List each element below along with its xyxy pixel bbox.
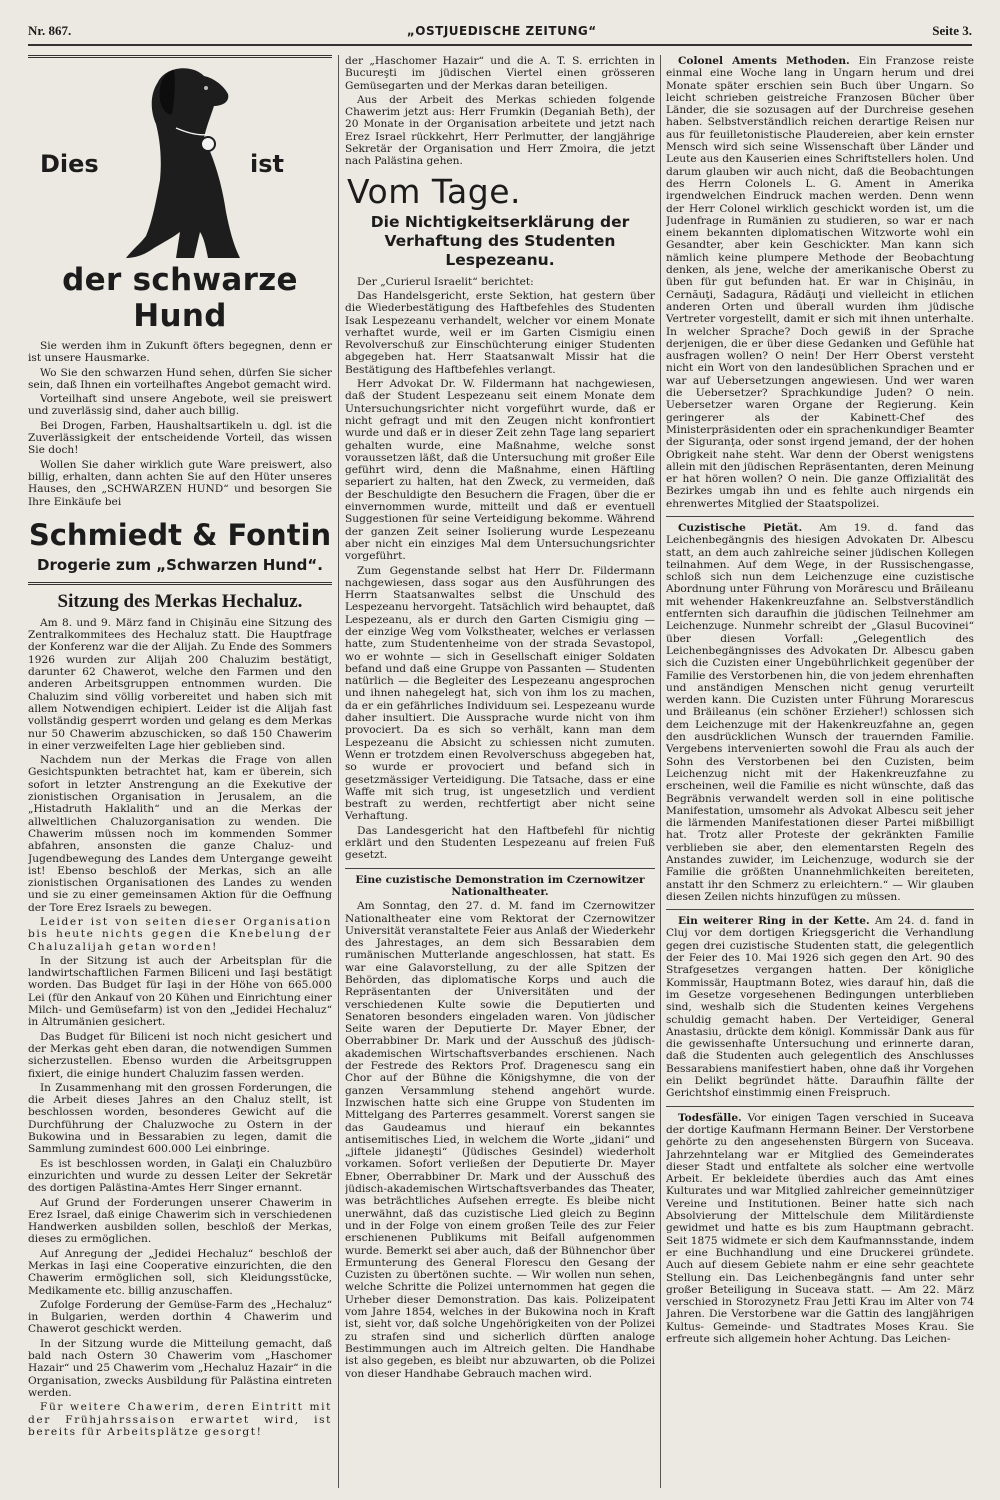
ad-firm-subtitle: Drogerie zum „Schwarzen Hund“. <box>37 555 323 574</box>
issue-number: Nr. 867. <box>28 23 72 38</box>
article-paragraph: In der Sitzung wurde die Mitteilung gemacht, daß bald nach Ostern 30 Chawerim vom „Haschomer Hazair“ und 25 Chawerim vom „Hechaluz Hazair“ in die Organisation, zwecks Ausbildung für Palästina eintreten werden. <box>28 1337 332 1399</box>
article-text: Ein Franzose reiste einmal eine Woche lang in Ungarn herum und drei Monate später erschien sein Buch über Ungarn. So leicht schrieben geistreiche Franzosen Bücher über Länder, die sie sozusagen auf der Durchreise gesehen haben. Selbstverständlich reichen derartige Reisen nur aus für feuilletonistische Plaudereien, aber kein ernster Mensch wird sich seine Wissenschaft über Länder und Leute aus den Kauserien eines Schriftstellers holen. Und darum glauben wir auch nicht, daß die Beobachtungen des Herrn Colonels L. G. Ament in Amerika irgendwelchen Eindruck machen werden. Denn wenn der Herr Colonel wirklich geschickt worden ist, um die Judenfrage in Rumänien zu studieren, so war er nach einem bekannten diplomatischen Witzworte wohl ein Gesandter, aber kein Geschickter. Man kann sich nämlich keine plumpere Methode der Beobachtung denken, als jene, welche der amerikanische Oberst zu üben für gut befunden hat. Er war in Chişinău, in Cernăuţi, Sadagura, Rădăuţi und vielleicht in etlichen anderen Orten und überall wurden ihm jüdische Vertreter vorgestellt, damit er sich mit ihnen unterhalte. In welcher Sprache? Doch gewiß in der Sprache derjenigen, die er über diese Gedanken und Gefühle hat ausfragen wollen? O nein! Der Herr Oberst versteht nicht ein Wort von den landesüblichen Sprachen und er war auf Uebersetzungen angewiesen. Und wer waren die Uebersetzer? Sprachkundige Juden? O nein. Uebersetzer waren Organe der Regierung. Kein geringerer als der Kabinett-Chef des Ministerpräsidenten oder ein sprachenkundiger Beamter der Siguranţa, oder sonst irgend jemand, der der hohen Obrigkeit nahe steht. War denn der Oberst wenigstens allein mit den jüdischen Repräsentanten, deren Meinung er hat hören wollen? O nein. Die ganze Offizialität des Bezirkes umgab ihn und es fehlte auch nirgends ein ehrenwertes Mitglied der Staatspolizei. <box>666 55 974 510</box>
ament-headline: Colonel Aments Methoden. <box>678 55 850 67</box>
column-3 <box>666 55 974 1347</box>
page-header <box>28 20 972 42</box>
ad-word-left: Dies <box>40 150 99 178</box>
section-title-vom-tage: Vom Tage. <box>347 171 521 211</box>
article-text: Am 24. d. fand in Cluj vor dem dortigen Kriegsgericht die Verhandlung gegen drei cuzistische Studenten statt, die gelegentlich der Feier des 10. Mai 1926 sich gegen den Art. 90 des Strafgesetzes vergangen hatten. Der königliche Kommissär, Hauptmann Botez, wies darauf hin, daß die im Gesetze vorgesehenen Bedingungen unterblieben sind, weshalb sich die Studenten keines Vergehens schuldig gemacht haben. Der Verteidiger, General Anastasiu, drückte dem königl. Kommissär Dank aus für die gewissenhafte Untersuchung und erinnerte daran, daß die Studenten auch gelegentlich des Anschlusses Bessarabiens manifestiert haben, ohne daß ihr Vorgehen ein Delikt begründet hätte. Daraufhin fällte der Gerichtshof einstimmig einen Freispruch. <box>666 915 974 1100</box>
advertisement <box>28 55 332 585</box>
article-paragraph: Zufolge Forderung der Gemüse-Farm des „Hechaluz“ in Bulgarien, werden dorthin 4 Chawerim und Chawerot geschickt werden. <box>28 1298 332 1336</box>
article-paragraph: Auf Anregung der „Jedidei Hechaluz“ beschloß der Merkas in Iaşi eine Cooperative einzurichten, die den Chawerim ermöglichen soll, sich Kleidungsstücke, Medikamente etc. billig anzuschaffen. <box>28 1247 332 1297</box>
article-divider <box>666 909 974 910</box>
ring-headline: Ein weiterer Ring in der Kette. <box>678 915 870 928</box>
article-paragraph: Der „Curierul Israelit“ berichtet: <box>357 275 534 288</box>
article-divider <box>666 1106 974 1107</box>
article-paragraph: Am Sonntag, den 27. d. M. fand im Czernowitzer Nationaltheater eine vom Rektorat der Czernowitzer Universität veranstaltete Feier aus Anlaß der Wiederkehr des Jahrestages, an dem sich Bessarabien dem rumänischen Mutterlande angeschlossen, hat statt. Es war eine Galavorstellung, zu der alle Spitzen der Behörden, das diplomatische Korps und auch die Repräsentanten der Universitäten und der verschiedenen Kulte sowie die Deputierten und Senatoren besonders eingeladen waren. Von jüdischer Seite waren der Deputierte Dr. Mayer Ebner, der Oberrabbiner Dr. Mark und der Ausschuß des jüdisch-akademischen Wirtschaftsverbandes erschienen. Nach der Festrede des Rektors Prof. Dragenescu sang ein Chor auf der Bühne die Königshymne, die von der ganzen Versammlung stehend angehört wurde. Inzwischen hatte sich eine Gruppe von Studenten im Mittelgang des Parterres gesammelt. Vorerst sangen sie das Gaudeamus und hierauf ein bekanntes antisemitisches Lied, in welchem die Worte „jidani“ und „jiftele jidaneşti“ (Jüdisches Gesindel) wiederholt vorkamen. Sofort verließen der Deputierte Dr. Mayer Ebner, Oberrabbiner Dr. Mark und der Ausschuß des jüdisch-akademischen Wirtschaftsverbandes das Theater, was beträchtliches Aufsehen erregte. Es bleibe nicht unerwähnt, daß das cuzistische Lied gleich zu Beginn und in der Folge von einem großen Teile des zur Feier erschienenen Publikums mit Beifall aufgenommen wurde. Bemerkt sei aber auch, daß der Bühnenchor über Ermunterung des General Florescu den Gesang der Cuzisten zu übertönen suchte. — Wir wollen nun sehen, welche Schritte die Polizei unternommen hat gegen die Urheber dieser Demonstration. Das kais. Polizeipatent vom Jahre 1854, welches in der Bukowina noch in Kraft ist, sieht vor, daß solche Ungehörigkeiten von der Polizei zu strafen sind und sicherlich dürften analoge Bestimmungen auch im Altreich gelten. Die Handhabe ist also gegeben, es bleibt nur abzuwarten, ob die Polizei von dieser Handhabe Gebrauch machen wird. <box>345 900 655 1380</box>
ad-hero <box>28 62 332 262</box>
article-paragraph: Es ist beschlossen worden, in Galaţi ein Chaluzbüro einzurichten und wurde zu dessen Leiter der Sekretär des dortigen Palästina-Amtes Herr Singer ernannt. <box>28 1157 332 1195</box>
article-paragraph: Das Landesgericht hat den Haftbefehl für nichtig erklärt und den Studenten Lespezeanu auf freien Fuß gesetzt. <box>345 824 655 862</box>
column-2 <box>345 55 655 1382</box>
demonstration-headline: Eine cuzistische Demonstration im Czernowitzer Nationaltheater. <box>355 873 645 898</box>
article-paragraph: Das Handelsgericht, erste Sektion, hat gestern über die Wiederbestätigung des Haftbefehles des Studenten Isak Lespezeanu verhandelt, welcher vor einem Monate verhaftet wurde, weil er im Garten Cismigiu einen Revolverschuß zur Einschüchterung einiger Studenten abgegeben hat. Herr Staatsanwalt Missir hat die Bestätigung des Haftbefehles verlangt. <box>345 289 655 376</box>
article-paragraph: Aus der Arbeit des Merkas schieden folgende Chawerim jetzt aus: Herr Frumkin (Deganiah Beth), der 20 Monate in der Organisation arbeitete und jetzt nach Erez Israel rückkehrt, Herr Perlmutter, der langjährige Sekretär der Organisation und Herr Zmoira, die jetzt nach Palästina gehen. <box>345 93 655 168</box>
column-divider <box>338 55 339 1488</box>
article-text: Am 19. d. fand das Leichenbegängnis des hiesigen Advokaten Dr. Albescu statt, an dem auch zahlreiche seiner jüdischen Kollegen teilnahmen. Auf dem Wege, in der Russischengasse, schloß sich nun dem Leichenzuge eine cuzistische Abordnung unter Führung von Morărescu und Brăileanu mit wehender Hakenkreuzfahne an. Selbstverständlich entfernten sich daraufhin die jüdischen Teilnehmer am Leichenzuge. Nunmehr schreibt der „Glasul Bucovinei“ über diesen Vorfall: „Gelegentlich des Leichenbegängnisses des Advokaten Dr. Albescu gaben sich die Cuzisten einer Ungebührlichkeit gegenüber der Familie des Verstorbenen hin, die von jedem ehrenhaften und anständigen Menschen nicht genug verurteilt werden kann. Die Cuzisten unter Führung Morarescus und Bräileanus (ein schöner Erzieher!) schlossen sich dem Leichenzuge mit der Hakenkreuzfahne an, gegen den ausdrücklichen Wunsch der trauernden Familie. Vergebens intervenierten sowohl die Frau als auch der Sohn des Verstorbenen bei den Cuzisten, beim Leichenzug nicht mit der Hakenkreuzfahne zu erscheinen, weil die Familie es nicht wünschte, daß das Begräbnis verwandelt werden soll in eine politische Manifestation, umsomehr als Advokat Albescu seit jeher die lärmenden Manifestationen dieser Partei mißbilligt hat. Trotz aller Proteste der gekränkten Familie verblieben sie aber, den elementarsten Regeln des Anstandes zuwider, im Leichenzuge, wodurch sie der Familie die größten Unannehmlichkeiten bereiteten, anstatt ihr den Schmerz zu erleichtern.“ — Wir glauben diesen Zeilen nichts hinzufügen zu müssen. <box>666 521 974 903</box>
ad-paragraph: Wollen Sie daher wirklich gute Ware preiswert, also billig, erhalten, dann achten Sie auf den Hüter unseres Hauses, den „SCHWARZEN HUND“ und besorgen Sie Ihre Einkäufe bei <box>28 458 332 508</box>
article-paragraph: Leider ist von seiten dieser Organisation bis heute nichts gegen die Knebelung der Chaluzalijah getan worden! <box>28 915 332 953</box>
article-text: Vor einigen Tagen verschied in Suceava der dortige Kaufmann Hermann Beiner. Der Verstorbene gehörte zu den angesehensten Bürgern von Suceava. Jahrzehntelang war er Mitglied des Gemeinderates dieser Stadt und entfaltete als solcher eine wertvolle Arbeit. Er bekleidete überdies auch das Amt eines Kulturates und war Mitglied zahlreicher gemeinnütziger Vereine und Institutionen. Beiner hatte sich nach Absolvierung der Mittelschule dem Militärdienste gewidmet und hatte es bis zum Hauptmann gebracht. Seit 1875 widmete er sich dem Kaufmannsstande, indem er eine Buchhandlung und eine Druckerei gründete. Auch auf diesem Gebiete nahm er eine sehr geachtete Stellung ein. Das Leichenbegängnis fand unter sehr großer Beteiligung in Suceava statt. — Am 22. März verschied in Storozynetz Frau Jetti Krau im Alter von 74 Jahren. Die Verstorbene war die Gattin des langjährigen Kultus- Gemeinde- und Stadtrates Moses Krau. Sie erfreute sich allgemein hoher Achtung. Das Leichen- <box>666 1111 974 1345</box>
ad-firm-name: Schmiedt & Fontin <box>28 517 332 552</box>
article-paragraph: Herr Advokat Dr. W. Fildermann hat nachgewiesen, daß der Student Lespezeanu seit einem Monate dem Untersuchungsrichter nicht vorgeführt wurde, daß er nicht gefragt und mit den Zeugen nicht konfrontiert wurde und daß er in dieser Zeit zehn Tage lang separiert gehalten wurde, eine Maßnahme, welche sonst voraussetzen läßt, daß die Untersuchung mit großer Eile geführt wird, denn die Maßnahme, einen Häftling separiert zu halten, hat den Zweck, zu vermeiden, daß der Beschuldigte den Besuchern die Fragen, über die er einvernommen wurde, mitteilt und daß er eventuell Suggestionen für seine Verteidigung bekomme. Während der ganzen Zeit seiner Isolierung wurde Lespezeanu aber nicht ein einziges Mal dem Untersuchungsrichter vorgeführt. <box>345 378 655 563</box>
article-paragraph: Nachdem nun der Merkas die Frage von allen Gesichtspunkten betrachtet hat, kam er überein, sich sofort in letzter Anstrengung an die Exekutive der zionistischen Organisation in Jerusalem, an die „Histadruth Haklalith“ und an die Merkas der allweltlichen Chaluzorganisation zu wenden. Die Chawerim müssen noch im kommenden Sommer abfahren, ansonsten die ganze Chaluz- und Jugendbewegung des Landes dem Untergange geweiht ist! Ebenso beschloß der Merkas, sich an alle zionistischen Organisationen des Landes zu wenden und sie zu einer gemeinsamen Aktion für die Oeffnung der Tore Erez Israels zu bewegen. <box>28 754 332 914</box>
page-number: Seite 3. <box>932 23 972 38</box>
header-rule <box>28 44 972 46</box>
article-divider <box>345 868 655 869</box>
article-paragraph: Am 8. und 9. März fand in Chişinău eine Sitzung des Zentralkommitees des Hechaluz statt. Die Hauptfrage der Konferenz war die der Alijah. Zu Ende des Sommers 1926 wurden zur Alijah 200 Chaluzim bestätigt, darunter 62 Chawerot, welche den Farmen und den anderen Arbeitsgruppen entnommen wurden. Die Chaluzim sind völlig vorbereitet und haben sich mit allem Notwendigen echipiert. Leider ist die Alijah fast vollständig gesperrt worden und gelang es dem Merkas nur 50 Chawerim abzuschicken, so daß 150 Chawerim in einer verzweifelten Lage hier geblieben sind. <box>28 616 332 752</box>
todesfaelle-headline: Todesfälle. <box>678 1111 742 1124</box>
article-paragraph: Auf Grund der Forderungen unserer Chawerim in Erez Israel, daß einige Chawerim sich in verschiedenen Handwerken ausbilden sollen, beschloß der Merkas, dieses zu ermöglichen. <box>28 1196 332 1246</box>
article-paragraph: In der Sitzung ist auch der Arbeitsplan für die landwirtschaftlichen Farmen Biliceni und Iaşi bestätigt worden. Das Budget für Iaşi in der Höhe von 665.000 Lei (für den Ankauf von 20 Kühen und Einrichtung einer Milch- und Gemüsefarm) ist von den „Jedidei Hechaluz“ in Altrumänien gesichert. <box>28 954 332 1029</box>
ad-word-right: ist <box>250 150 284 178</box>
article-divider <box>666 516 974 517</box>
black-dog-illustration <box>118 62 248 262</box>
article-paragraph: Zum Gegenstande selbst hat Herr Dr. Fildermann nachgewiesen, dass sogar aus den Ausführungen des Herrn Staatsanwaltes selbst die Unschuld des Lespezeanu hervorgeht. Tatsächlich wird behauptet, daß Lespezeanu, als er durch den Garten Cismigiu ging — der einzige Weg vom Volkstheater, welches er verlassen hatte, zum Studentenheime von der strada Sevastopol, wo er wohnte — sich in Gesellschaft einiger Soldaten befand und daß eine Gruppe von Passanten — Studenten natürlich — die Begleiter des Lespezeanu angesprochen und ihnen nahegelegt hat, sich von ihm los zu machen, da er ein gefährliches Individuum sei. Lespezeanu wurde daher insultiert. Die Aussprache wurde nicht von ihm provociert. Da es sich so verhält, kann man dem Lespezeanu die Absicht zu schiessen nicht zumuten. Wenn er trotzdem einen Revolverschuss abgegeben hat, so wurde er provociert und befand sich in gesetzmässiger Verteidigung. Die Tatsache, dass er eine Waffe mit sich trug, ist ungesetzlich und verdient bestraft zu werden, rechtfertigt aber nicht seine Verhaftung. <box>345 564 655 823</box>
merkas-headline: Sitzung des Merkas Hechaluz. <box>57 590 303 612</box>
ad-paragraph: Vorteilhaft sind unsere Angebote, weil sie preiswert und zuverlässig sind, daher auch billig. <box>28 393 332 418</box>
article-paragraph: In Zusammenhang mit den grossen Forderungen, die die Arbeit dieses Jahres an den Chaluz stellt, ist beschlossen worden, besonderes Gewicht auf die Durchführung der Chaluzwoche zu Ostern in der Bukowina und in Bessarabien zu legen, damit die Sammlung zumindest 600.000 Lei einbringe. <box>28 1081 332 1156</box>
ad-paragraph: Wo Sie den schwarzen Hund sehen, dürfen Sie sicher sein, daß Ihnen ein vorteilhaftes Angebot gemacht wird. <box>28 366 332 391</box>
article-paragraph: Für weitere Chawerim, deren Eintritt mit der Frühjahrssaison erwartet wird, ist bereits für Arbeitsplätze gesorgt! <box>28 1401 332 1438</box>
article-paragraph: Das Budget für Biliceni ist noch nicht gesichert und der Merkas geht eben daran, die notwendigen Summen sicherzustellen. Ebenso wurden die Arbeitsgruppen fixiert, die einige hundert Chaluzim fassen werden. <box>28 1030 332 1080</box>
newspaper-title: „OSTJUEDISCHE ZEITUNG“ <box>406 24 597 38</box>
lespezeanu-headline: Die Nichtigkeitserklärung der Verhaftung des Studenten Lespezeanu. <box>370 212 630 269</box>
ad-paragraph: Bei Drogen, Farben, Haushaltsartikeln u. dgl. ist die Zuverlässigkeit der entscheidende Vorteil, das wissen Sie doch! <box>28 419 332 457</box>
ad-paragraph: Sie werden ihm in Zukunft öfters begegnen, denn er ist unsere Hausmarke. <box>28 340 332 365</box>
column-1 <box>28 55 332 1440</box>
article-paragraph: der „Haschomer Hazair“ und die A. T. S. errichten in Bucureşti im jüdischen Viertel einen grösseren Gemüsegarten und der Merkas daran beteiligen. <box>345 55 655 92</box>
ad-headline: der schwarze Hund <box>62 262 298 334</box>
column-divider <box>660 55 661 1488</box>
pietaet-headline: Cuzistische Pietät. <box>678 521 803 534</box>
